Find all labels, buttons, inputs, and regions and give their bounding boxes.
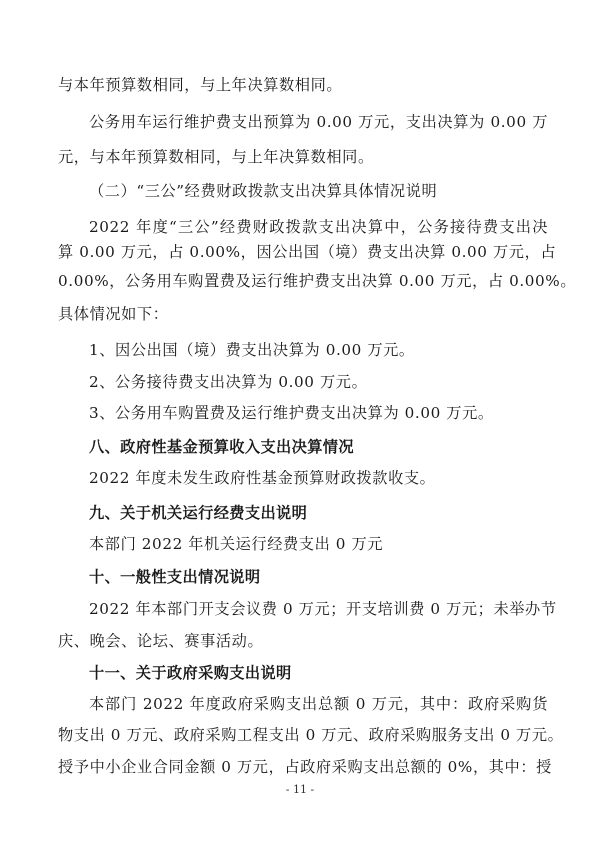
text-line: 2022 年度“三公”经费财政拨款支出决算中，公务接待费支出决	[89, 218, 548, 236]
text-line: 公务用车运行维护费支出预算为 0.00 万元，支出决算为 0.00 万	[89, 113, 548, 131]
text-line: 本部门 2022 年度政府采购支出总额 0 万元，其中：政府采购货	[89, 695, 548, 713]
text-line: 算 0.00 万元，占 0.00%，因公出国（境）费支出决算 0.00 万元，占	[58, 243, 557, 261]
text-line: 0.00%，公务用车购置费及运行维护费支出决算 0.00 万元，占 0.00%。	[58, 272, 577, 290]
section-heading: 九、关于机关运行经费支出说明	[89, 504, 308, 522]
text-line: 庆、晚会、论坛、赛事活动。	[58, 632, 264, 650]
text-line: 授予中小企业合同金额 0 万元，占政府采购支出总额的 0%，其中：授	[58, 758, 552, 776]
section-heading: 十、一般性支出情况说明	[89, 568, 261, 586]
subheading: （二）“三公”经费财政拨款支出决算具体情况说明	[89, 182, 438, 200]
list-item: 3、公务用车购置费及运行维护费支出决算为 0.00 万元。	[89, 404, 494, 422]
text-line: 2022 年本部门开支会议费 0 万元；开支培训费 0 万元；未举办节	[89, 600, 557, 618]
list-item: 2、公务接待费支出决算为 0.00 万元。	[89, 373, 368, 391]
page-number: - 11 -	[285, 783, 315, 796]
section-heading: 八、政府性基金预算收入支出决算情况	[89, 438, 354, 456]
section-heading: 十一、关于政府采购支出说明	[89, 664, 292, 682]
text-line: 与本年预算数相同，与上年决算数相同。	[58, 76, 343, 94]
text-line: 物支出 0 万元、政府采购工程支出 0 万元、政府采购服务支出 0 万元。	[58, 726, 564, 744]
text-line: 本部门 2022 年机关运行经费支出 0 万元	[89, 535, 384, 553]
text-line: 元，与本年预算数相同，与上年决算数相同。	[58, 148, 374, 166]
list-item: 1、因公出国（境）费支出决算为 0.00 万元。	[89, 341, 415, 359]
text-line: 具体情况如下：	[58, 305, 169, 323]
text-line: 2022 年度未发生政府性基金预算财政拨款收支。	[89, 469, 436, 487]
